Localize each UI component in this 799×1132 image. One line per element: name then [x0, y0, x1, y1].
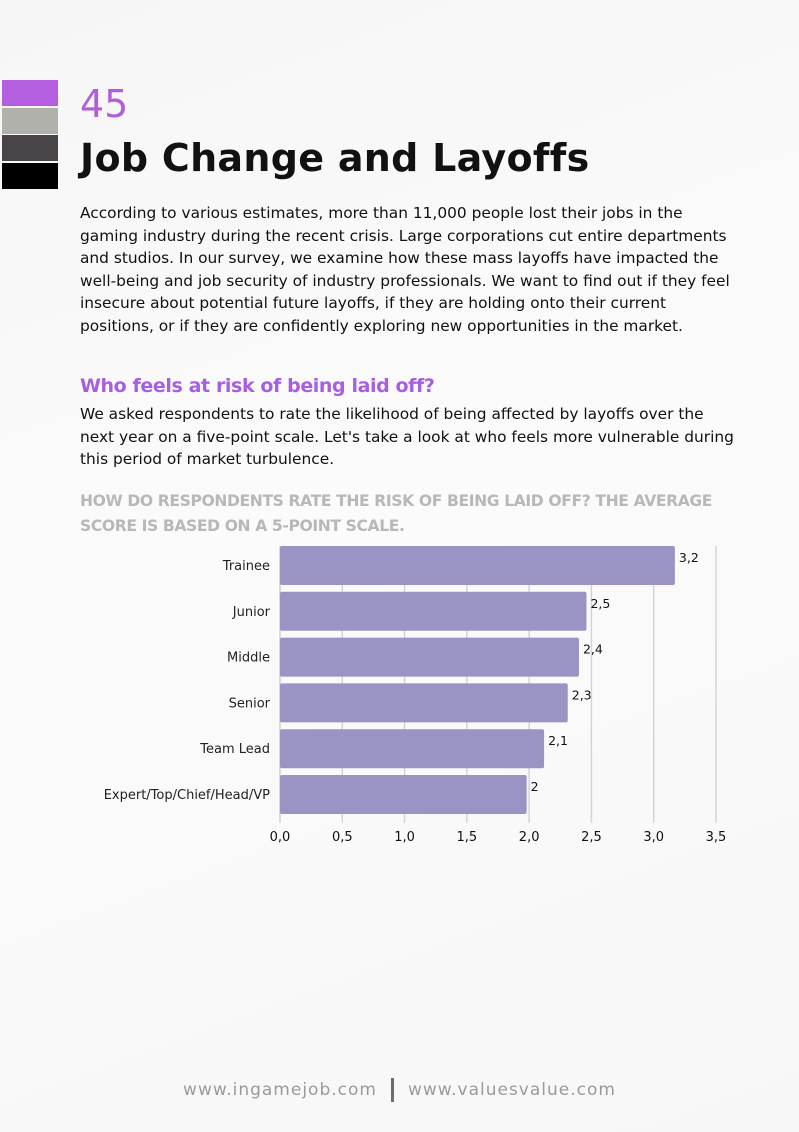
x-tick-label: 0,0 [269, 829, 291, 845]
category-label: Senior [228, 696, 270, 712]
category-label: Middle [227, 650, 270, 666]
bar [280, 775, 527, 814]
swatch-gray [2, 108, 58, 134]
intro-paragraph: According to various estimates, more than 11,000 people lost their jobs in the gaming industry during the recent crisis. Large corporations cut entire departments and studios. In our survey, we examine how these mass layoffs have impacted the well-being and job security of industry professionals. We want to find out if they feel insecure about potential future layoffs, if they are holding onto their current positions, or if they are confidently exploring new opportunities in the market. [80, 204, 730, 335]
value-label: 2,4 [582, 641, 603, 657]
swatch-purple [2, 80, 58, 106]
footer-link-ingamejob[interactable]: www.ingamejob.com [183, 1080, 377, 1100]
page-title: Job Change and Layoffs [80, 136, 590, 180]
category-label: Trainee [222, 559, 270, 574]
value-label: 2 [530, 779, 539, 794]
chart-title: HOW DO RESPONDENTS RATE THE RISK OF BEING LAID OFF? THE AVERAGE SCORE IS BASED ON A 5-POINT SCALE. [80, 492, 713, 535]
value-label: 3,2 [678, 550, 699, 565]
category-label: Expert/Top/Chief/Head/VP [103, 788, 270, 803]
footer-link-valuesvalue[interactable]: www.valuesvalue.com [407, 1080, 616, 1100]
bar [280, 592, 586, 631]
category-label: Junior [232, 604, 270, 620]
x-tick-label: 3,5 [705, 829, 727, 845]
value-label: 2,1 [548, 733, 568, 749]
color-swatches [2, 80, 58, 190]
section-paragraph: We asked respondents to rate the likelihood of being affected by layoffs over the next year on a five-point scale. Let's take a look at who feels more vulnerable during this period of market turbulence. [80, 405, 734, 468]
category-label: Team Lead [200, 742, 270, 758]
x-tick-label: 1,5 [456, 829, 478, 845]
x-tick-label: 2,5 [581, 829, 602, 845]
bar-chart [0, 540, 799, 850]
bar [280, 546, 675, 585]
value-label: 2,3 [571, 687, 592, 703]
x-tick-label: 3,0 [643, 829, 665, 845]
x-tick-label: 1,0 [394, 829, 415, 845]
section-heading: Who feels at risk of being laid off? [80, 375, 435, 397]
value-label: 2,5 [590, 595, 611, 611]
page-number: 45 [80, 82, 129, 126]
bar [280, 729, 544, 768]
footer-separator [391, 1078, 394, 1102]
footer [0, 1078, 799, 1102]
bar [280, 638, 579, 677]
swatch-dark-gray [2, 135, 58, 161]
x-tick-label: 2,0 [518, 829, 540, 845]
x-tick-label: 0,5 [331, 829, 353, 845]
swatch-black [2, 163, 58, 189]
bar [280, 683, 568, 722]
